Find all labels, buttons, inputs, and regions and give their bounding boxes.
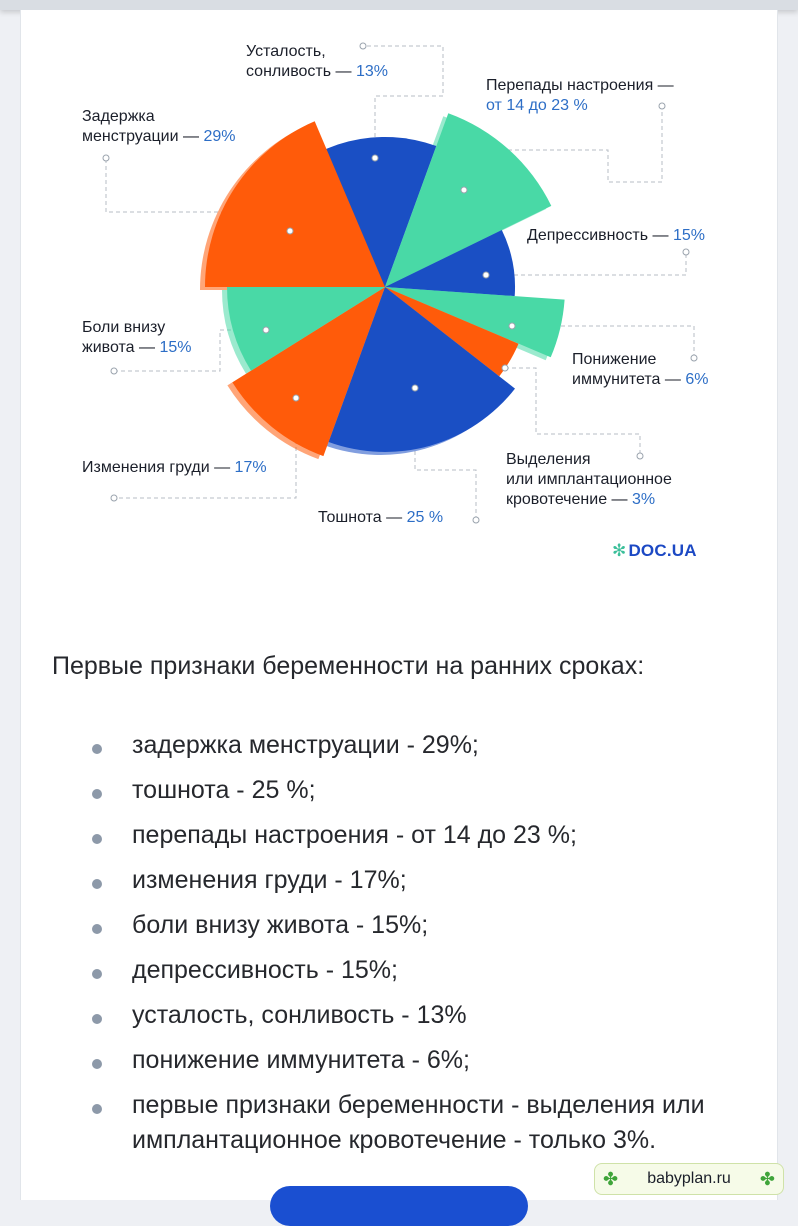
- clover-icon: ✤: [603, 1168, 619, 1189]
- anchor-breast: [293, 395, 299, 401]
- label-discharge-line1: Выделения: [506, 451, 591, 468]
- label-fatigue-line2: сонливость —: [246, 63, 352, 80]
- label-pain-value: 15%: [159, 339, 192, 356]
- label-breast-line1: Изменения груди —: [82, 459, 231, 476]
- anchor-pain: [263, 327, 269, 333]
- leader-end-breast: [111, 495, 117, 501]
- watermark-text: babyplan.ru: [647, 1170, 731, 1187]
- leader-depression: [486, 253, 686, 275]
- label-nausea-value: 25 %: [406, 509, 444, 526]
- label-discharge-line3: кровотечение —: [506, 491, 628, 508]
- label-mood-value: от 14 до 23 %: [486, 97, 588, 114]
- label-discharge-line2: или имплантационное: [506, 471, 672, 488]
- anchor-delay: [287, 228, 293, 234]
- list-item: боли внизу живота - 15%;: [90, 908, 730, 943]
- list-item: первые признаки беременности - выделения или имплантационное кровотечение - только 3%.: [90, 1088, 730, 1158]
- label-breast: [82, 458, 267, 478]
- leader-end-nausea: [473, 517, 479, 523]
- label-pain-line1: Боли внизу: [82, 319, 166, 336]
- anchor-nausea: [412, 385, 418, 391]
- list-item: изменения груди - 17%;: [90, 863, 730, 898]
- label-immunity-line1: Понижение: [572, 351, 657, 368]
- list-item: задержка менструации - 29%;: [90, 728, 730, 763]
- watermark-badge: [594, 1163, 784, 1195]
- list-item: депрессивность - 15%;: [90, 953, 730, 988]
- label-delay-line1: Задержка: [82, 108, 155, 125]
- leader-end-delay: [103, 155, 109, 161]
- leader-end-pain: [111, 368, 117, 374]
- label-fatigue-line1: Усталость,: [246, 43, 326, 60]
- anchor-discharge: [502, 365, 508, 371]
- anchor-fatigue: [372, 155, 378, 161]
- cta-button[interactable]: [270, 1186, 528, 1226]
- label-depression-line1: Депрессивность —: [527, 227, 669, 244]
- anchor-depression: [483, 272, 489, 278]
- label-pain-line2: живота —: [82, 339, 155, 356]
- label-nausea-line1: Тошнота —: [318, 509, 403, 526]
- label-immunity-value: 6%: [685, 371, 709, 388]
- label-immunity-line2: иммунитета —: [572, 371, 681, 388]
- brand-logo: [612, 541, 697, 561]
- signs-list: [90, 728, 730, 1168]
- label-immunity: [572, 350, 708, 390]
- brand-name: DOC.UA: [628, 541, 697, 560]
- brand-star-icon: ✻: [612, 541, 627, 560]
- list-item: тошнота - 25 %;: [90, 773, 730, 808]
- list-item: понижение иммунитета - 6%;: [90, 1043, 730, 1078]
- label-delay: [82, 107, 235, 147]
- label-fatigue-value: 13%: [355, 63, 388, 80]
- label-nausea: [318, 508, 443, 528]
- label-delay-value: 29%: [203, 128, 236, 145]
- label-pain: [82, 318, 191, 358]
- label-mood: [486, 76, 674, 116]
- leader-end-depression: [683, 249, 689, 255]
- clover-icon: ✤: [759, 1168, 775, 1189]
- label-discharge: [506, 450, 672, 510]
- label-depression: [527, 226, 705, 246]
- section-intro: Первые признаки беременности на ранних сроках:: [52, 652, 645, 680]
- label-discharge-value: 3%: [631, 491, 656, 508]
- label-mood-line1: Перепады настроения —: [486, 77, 674, 94]
- label-fatigue: [246, 42, 388, 82]
- list-item: усталость, сонливость - 13%: [90, 998, 730, 1033]
- label-depression-value: 15%: [672, 227, 705, 244]
- label-breast-value: 17%: [234, 459, 267, 476]
- anchor-immunity: [509, 323, 515, 329]
- label-delay-line2: менструации —: [82, 128, 199, 145]
- list-item: перепады настроения - от 14 до 23 %;: [90, 818, 730, 853]
- anchor-mood: [461, 187, 467, 193]
